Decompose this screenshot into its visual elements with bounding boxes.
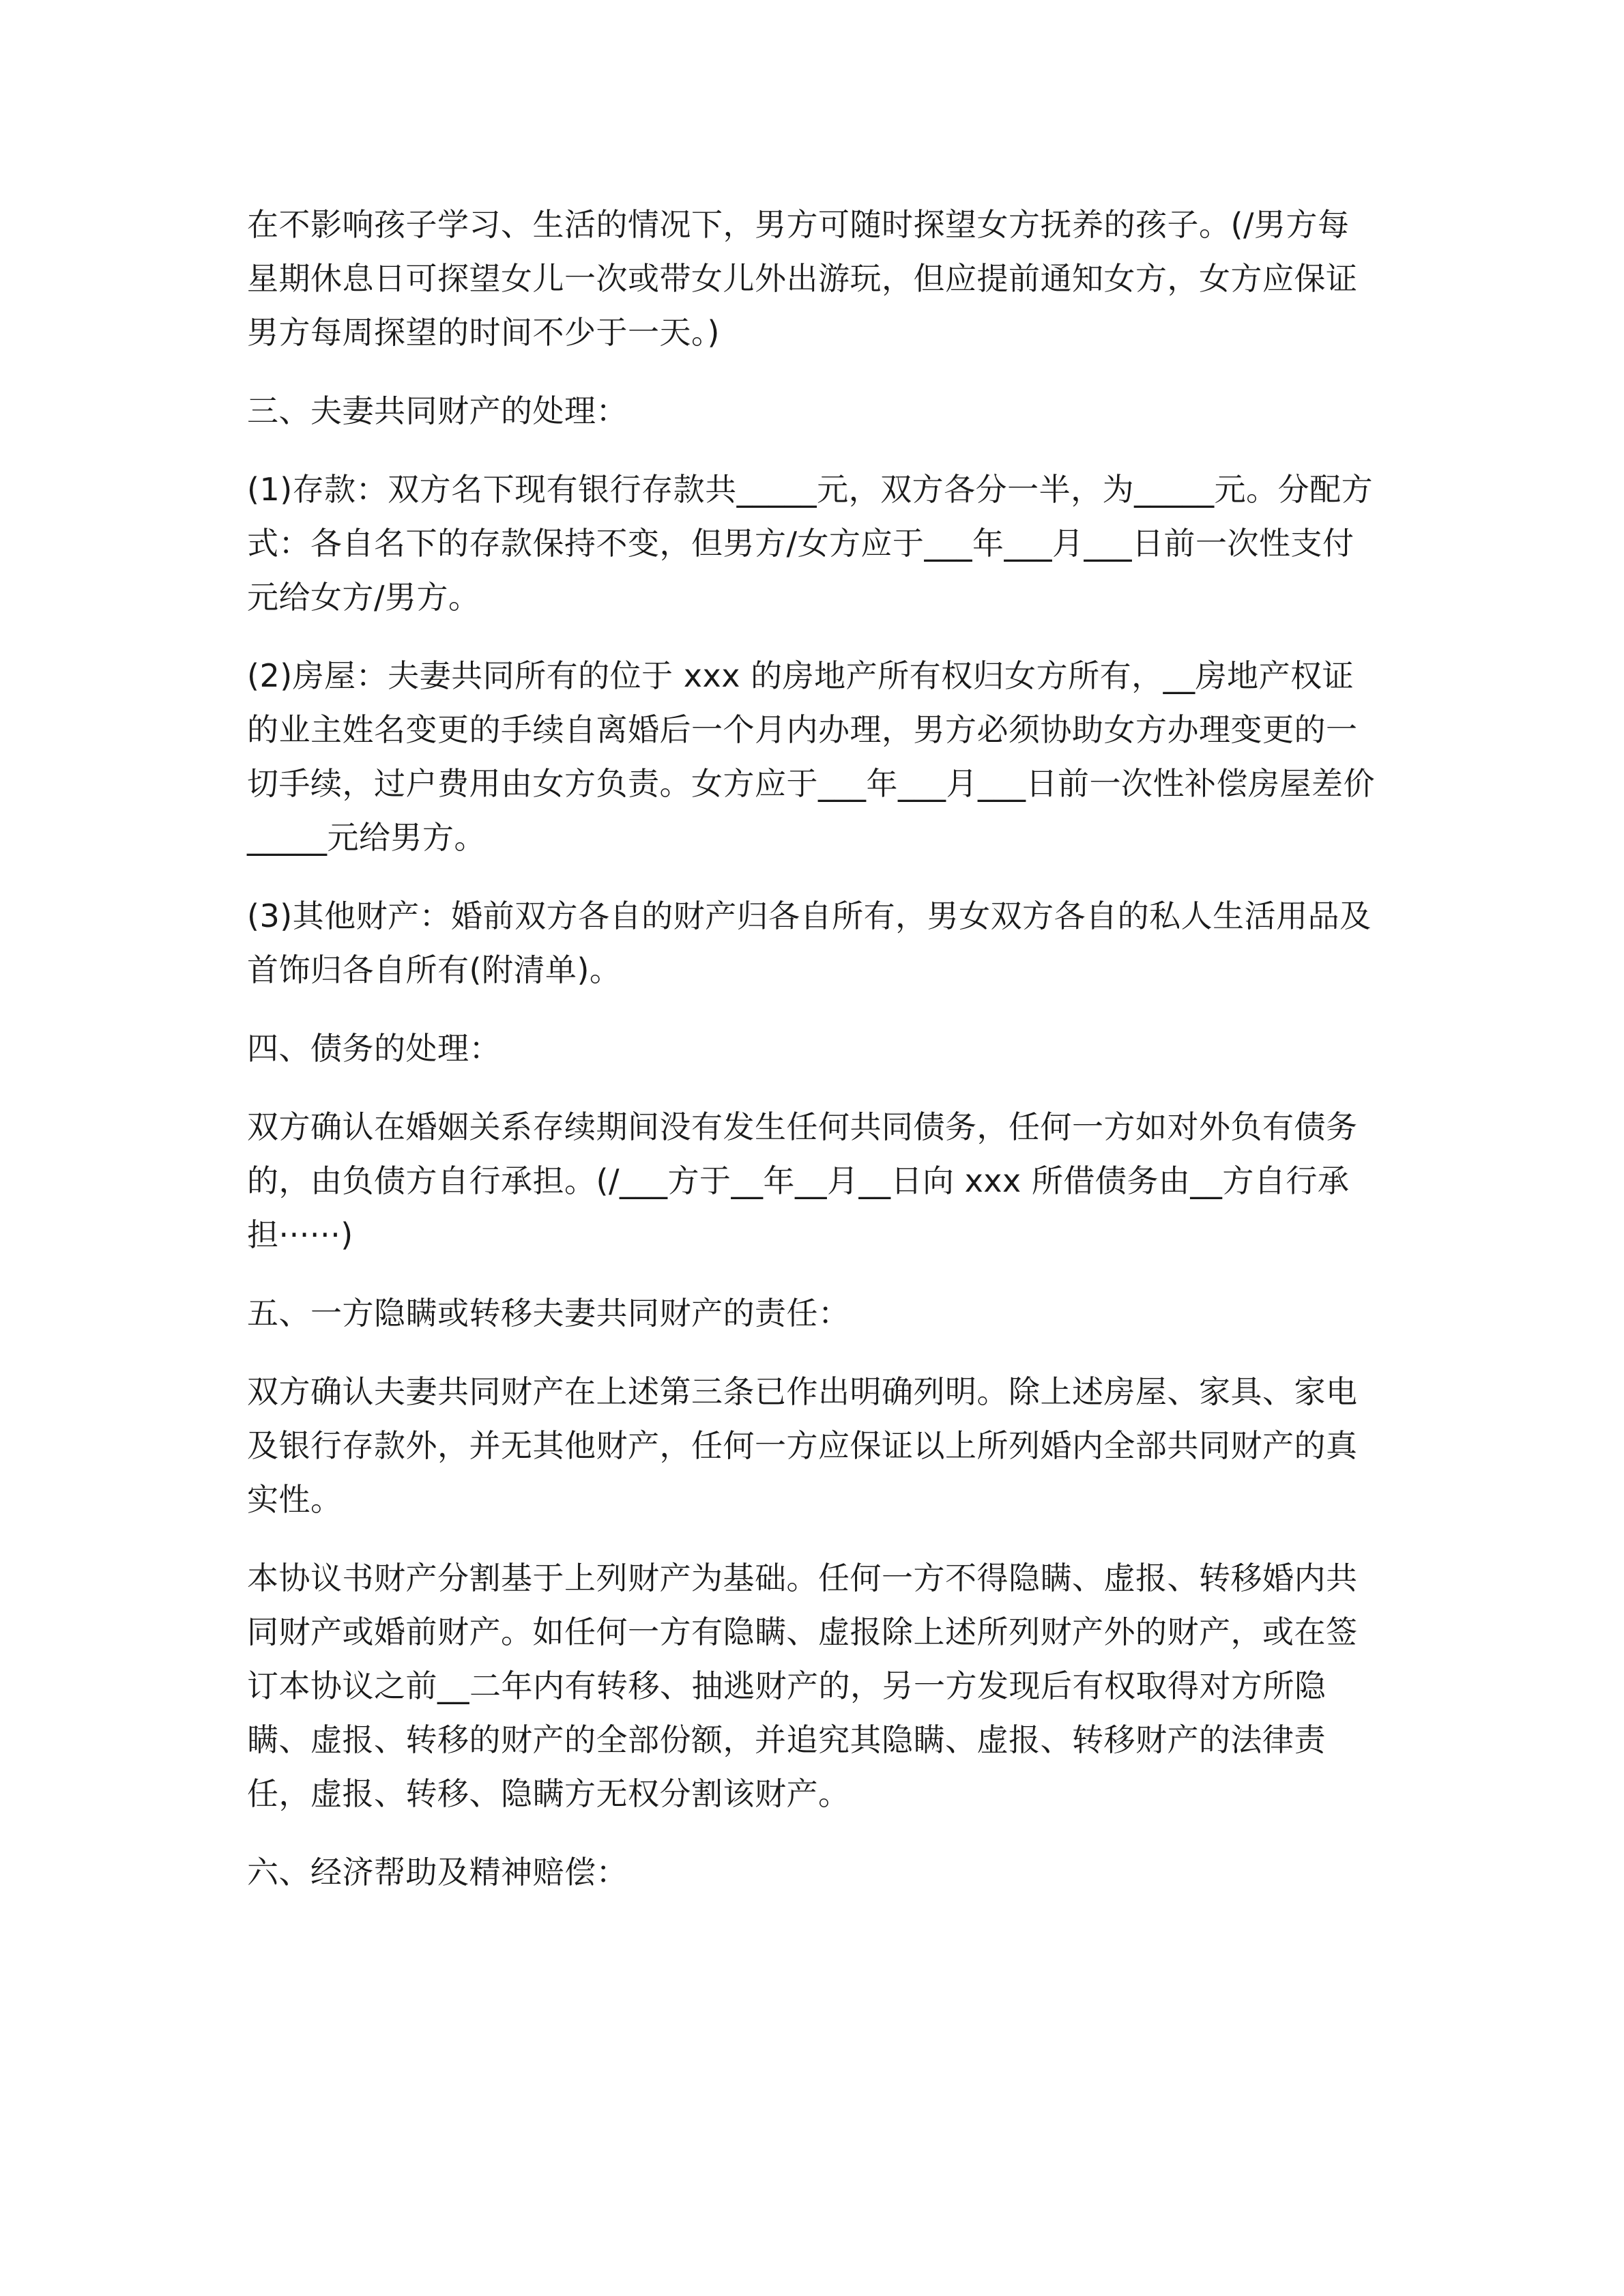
paragraph-savings: (1)存款：双方名下现有银行存款共_____元，双方各分一半，为_____元。分配方式：各自名下的存款保持不变，但男方/女方应于___年___月___日前一次性支付元给女方/男方。 — [247, 471, 1374, 616]
section-heading-property: 三、夫妻共同财产的处理： — [247, 392, 628, 429]
section-heading-debt: 四、债务的处理： — [247, 1030, 501, 1067]
section-heading-concealment: 五、一方隐瞒或转移夫妻共同财产的责任： — [247, 1295, 850, 1332]
paragraph-other-property: (3)其他财产：婚前双方各自的财产归各自所有，男女双方各自的私人生活用品及首饰归各自所有(附清单)。 — [247, 898, 1372, 988]
paragraph-property-confirmation: 双方确认夫妻共同财产在上述第三条已作出明确列明。除上述房屋、家具、家电及银行存款外，并无其他财产，任何一方应保证以上所列婚内全部共同财产的真实性。 — [247, 1373, 1358, 1518]
paragraph-concealment-liability: 本协议书财产分割基于上列财产为基础。任何一方不得隐瞒、虚报、转移婚内共同财产或婚前财产。如任何一方有隐瞒、虚报除上述所列财产外的财产，或在签订本协议之前__二年内有转移、抽逃财产的，另一方发现后有权取得对方所隐瞒、虚报、转移的财产的全部份额，并追究其隐瞒、虚报、转移财产的法律责任，虚报、转移、隐瞒方无权分割该财产。 — [247, 1560, 1358, 1812]
document-body — [247, 198, 1380, 1924]
paragraph-house: (2)房屋：夫妻共同所有的位于 xxx 的房地产所有权归女方所有，__房地产权证的业主姓名变更的手续自离婚后一个月内办理，男方必须协助女方办理变更的一切手续，过户费用由女方负责。女方应于___年___月___日前一次性补偿房屋差价_____元给男方。 — [247, 657, 1375, 856]
paragraph-debt: 双方确认在婚姻关系存续期间没有发生任何共同债务，任何一方如对外负有债务的，由负债方自行承担。(/___方于__年__月__日向 xxx 所借债务由__方自行承担······) — [247, 1108, 1358, 1253]
paragraph-visitation: 在不影响孩子学习、生活的情况下，男方可随时探望女方抚养的孩子。(/男方每星期休息日可探望女儿一次或带女儿外出游玩，但应提前通知女方，女方应保证男方每周探望的时间不少于一天。) — [247, 206, 1358, 351]
section-heading-compensation: 六、经济帮助及精神赔偿： — [247, 1854, 628, 1891]
